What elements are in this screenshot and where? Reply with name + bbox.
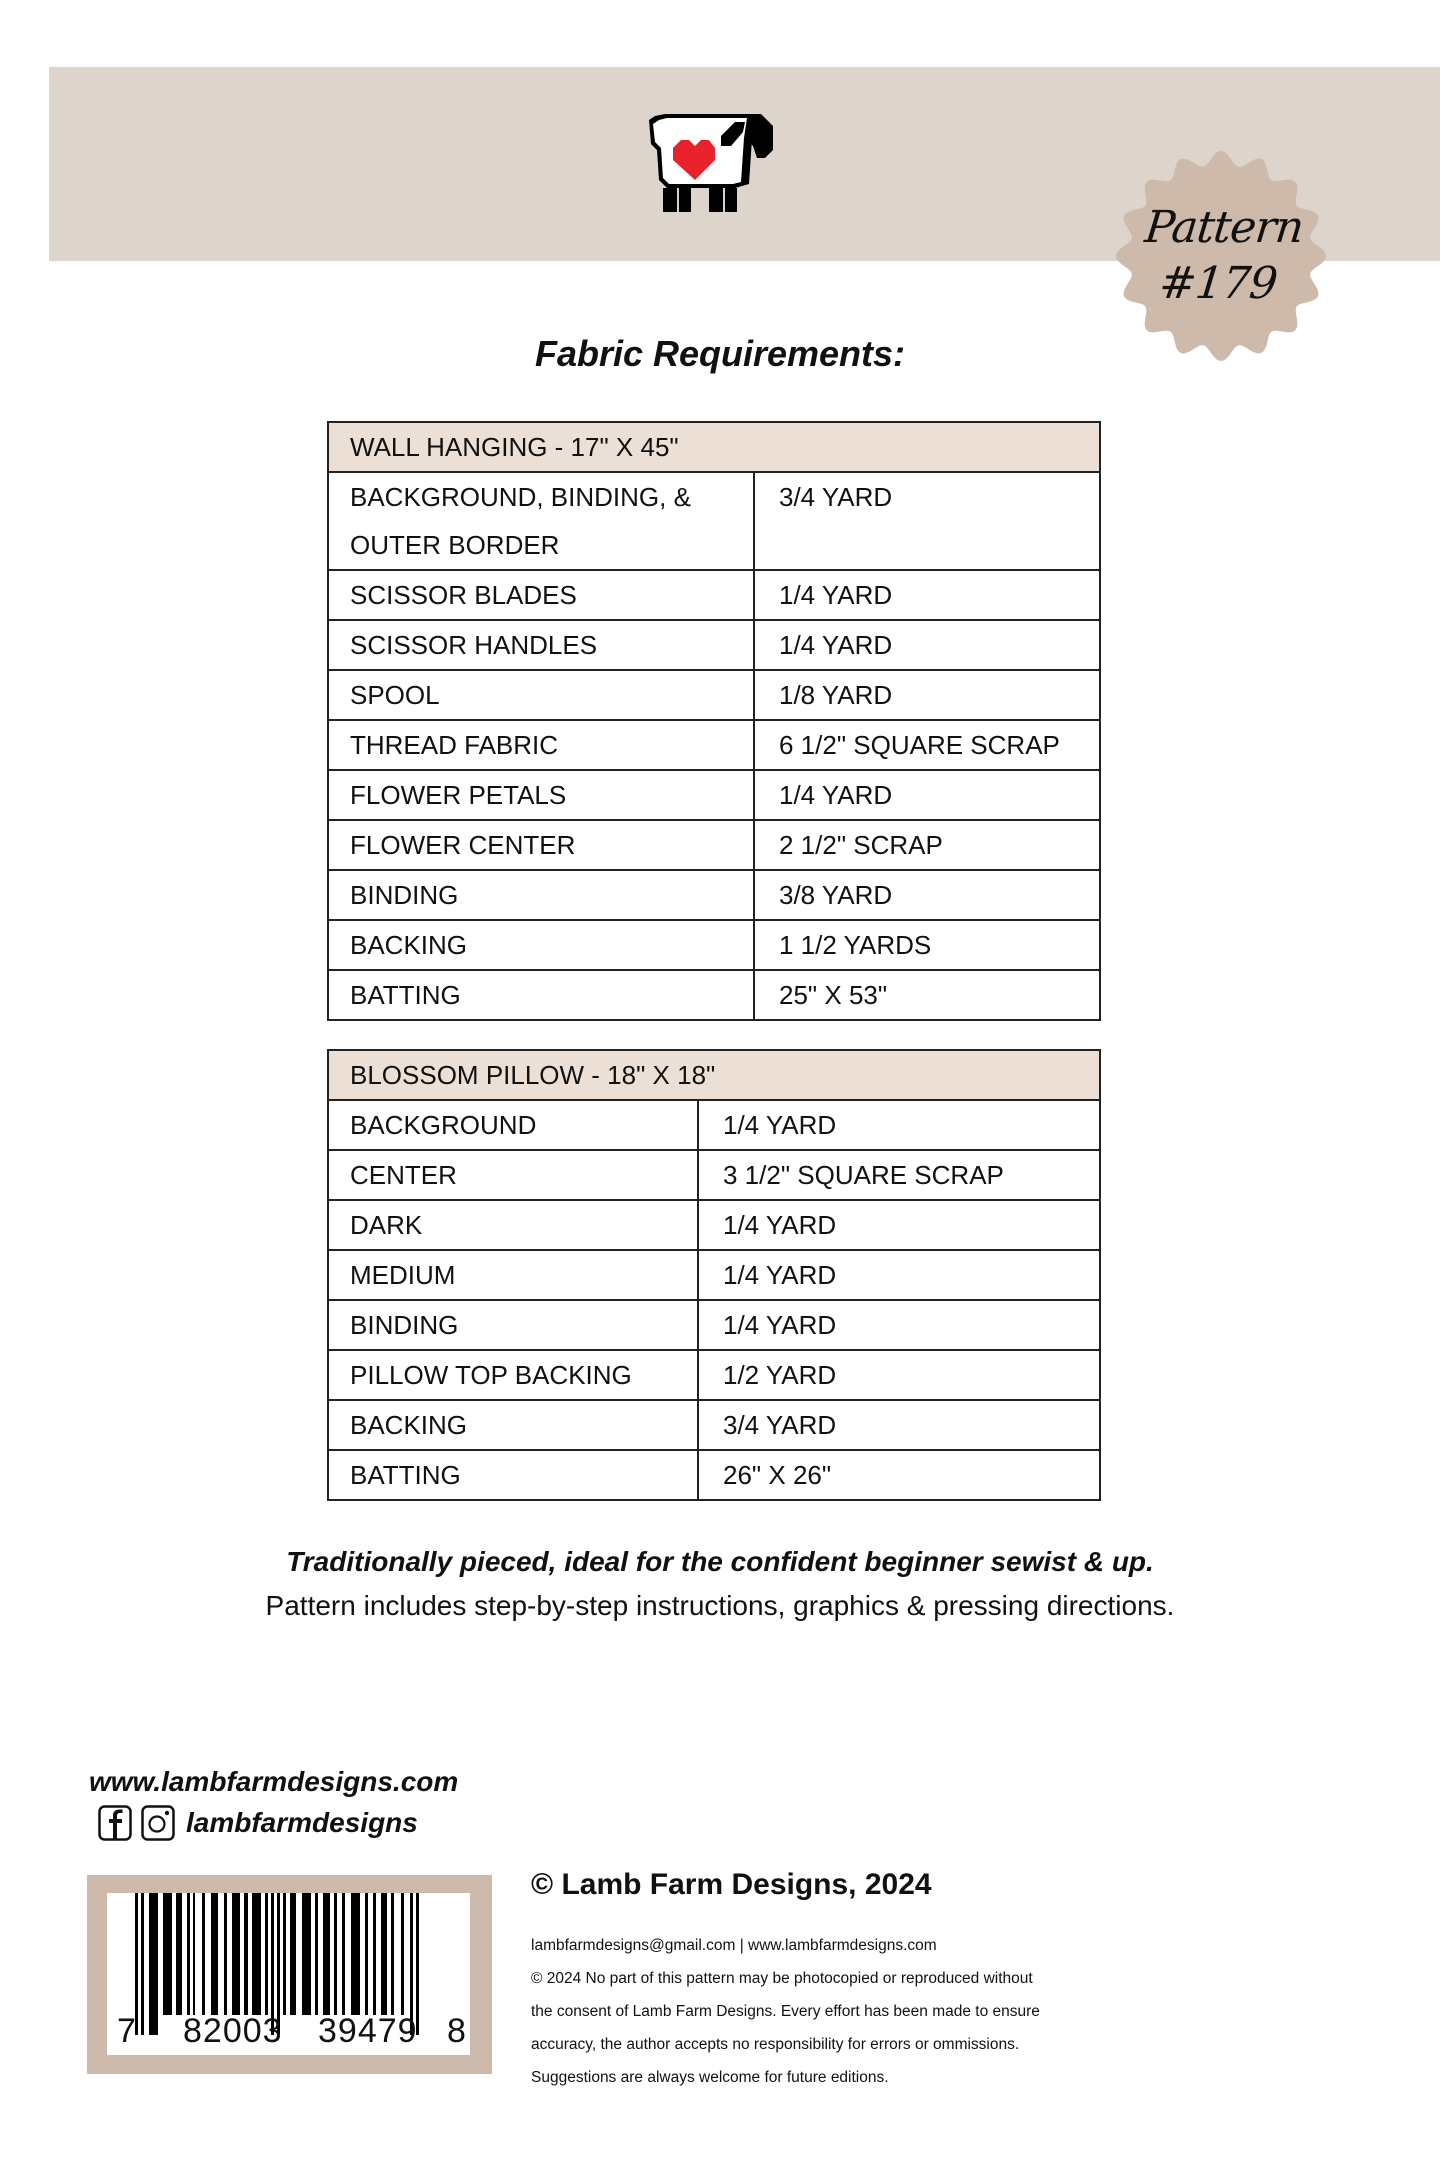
- barcode: [107, 1893, 470, 2055]
- table-heading: WALL HANGING - 17" X 45": [328, 422, 1100, 472]
- table-row: [328, 1200, 1100, 1250]
- fabric-amount: 1/2 YARD: [698, 1350, 1100, 1400]
- barcode-bar: [381, 1893, 387, 2015]
- barcode-bar: [163, 1893, 172, 2015]
- badge-label: Pattern: [1142, 202, 1306, 253]
- barcode-frame: [87, 1875, 492, 2074]
- fabric-amount: 3/8 YARD: [754, 870, 1100, 920]
- sheep-leg: [725, 188, 737, 212]
- sheep-leg: [663, 188, 677, 212]
- contact-line: lambfarmdesigns@gmail.com | www.lambfarmdesigns.com: [531, 1937, 937, 1954]
- barcode-bar: [193, 1893, 195, 2015]
- barcode-digit-last: 8: [447, 2012, 466, 2050]
- table-row: [328, 970, 1100, 1020]
- fabric-amount: 1/4 YARD: [698, 1300, 1100, 1350]
- wall-hanging-table: [327, 421, 1101, 1021]
- website-link[interactable]: www.lambfarmdesigns.com: [89, 1766, 459, 1797]
- fabric-item: PILLOW TOP BACKING: [328, 1350, 698, 1400]
- fabric-amount: 1/4 YARD: [698, 1250, 1100, 1300]
- fabric-item: BATTING: [328, 1450, 698, 1500]
- barcode-bar: [315, 1893, 318, 2015]
- social-row: [98, 1805, 418, 1841]
- table-row: [328, 620, 1100, 670]
- fabric-amount: 1/4 YARD: [754, 770, 1100, 820]
- barcode-bar: [224, 1893, 227, 2015]
- barcode-bar: [176, 1893, 182, 2015]
- table-row: [328, 570, 1100, 620]
- fine-print-line: Suggestions are always welcome for future editions.: [531, 2069, 889, 2086]
- fabric-item: FLOWER PETALS: [328, 770, 754, 820]
- table-row: [328, 820, 1100, 870]
- fabric-amount: 2 1/2" SCRAP: [754, 820, 1100, 870]
- fabric-item: BACKING: [328, 1400, 698, 1450]
- sheep-leg: [709, 188, 723, 212]
- fabric-amount: 3/4 YARD: [698, 1400, 1100, 1450]
- fabric-amount: 3/4 YARD: [754, 472, 1100, 570]
- table-row: [328, 720, 1100, 770]
- barcode-bar: [202, 1893, 205, 2015]
- table-row: [328, 670, 1100, 720]
- table-row: [328, 1250, 1100, 1300]
- barcode-bar: [391, 1893, 394, 2015]
- barcode-digit-first: 7: [117, 2012, 136, 2050]
- skill-level-note: Traditionally pieced, ideal for the confident beginner sewist & up.: [286, 1546, 1154, 1577]
- pattern-includes-note: Pattern includes step-by-step instructions, graphics & pressing directions.: [265, 1590, 1175, 1621]
- fabric-item: FLOWER CENTER: [328, 820, 754, 870]
- barcode-bar: [365, 1893, 368, 2015]
- fabric-amount: 1/4 YARD: [698, 1200, 1100, 1250]
- fine-print-line: accuracy, the author accepts no responsibility for errors or ommissions.: [531, 2036, 1020, 2053]
- fabric-item: SCISSOR BLADES: [328, 570, 754, 620]
- fabric-item: BINDING: [328, 1300, 698, 1350]
- barcode-digits-right: 39479: [318, 2012, 418, 2050]
- barcode-bar: [334, 1893, 337, 2015]
- fabric-amount: 1/4 YARD: [754, 620, 1100, 670]
- barcode-bar: [323, 1893, 330, 2015]
- fabric-amount: 26" X 26": [698, 1450, 1100, 1500]
- barcode-bar: [232, 1893, 240, 2015]
- table-row: [328, 1150, 1100, 1200]
- pattern-badge: [1103, 150, 1339, 362]
- barcode-bar: [302, 1893, 311, 2015]
- barcode-bar: [351, 1893, 360, 2015]
- barcode-bar: [265, 1893, 268, 2015]
- barcode-bar: [342, 1893, 345, 2015]
- table-row: [328, 870, 1100, 920]
- fabric-item: MEDIUM: [328, 1250, 698, 1300]
- fabric-amount: 25" X 53": [754, 970, 1100, 1020]
- table-row: [328, 472, 1100, 570]
- fabric-item: BACKGROUND, BINDING, & OUTER BORDER: [328, 472, 754, 570]
- table-row: [328, 1350, 1100, 1400]
- instagram-icon[interactable]: [141, 1805, 175, 1841]
- fabric-item: BACKGROUND: [328, 1100, 698, 1150]
- sheep-leg: [679, 188, 691, 212]
- table-row: [328, 1400, 1100, 1450]
- fabric-amount: 1/4 YARD: [754, 570, 1100, 620]
- fine-print-line: the consent of Lamb Farm Designs. Every effort has been made to ensure: [531, 2003, 1040, 2020]
- facebook-icon[interactable]: [98, 1805, 132, 1841]
- social-handle[interactable]: lambfarmdesigns: [186, 1807, 418, 1838]
- fabric-item: SCISSOR HANDLES: [328, 620, 754, 670]
- barcode-bar: [211, 1893, 218, 2015]
- barcode-bar: [187, 1893, 190, 2015]
- fabric-item: THREAD FABRIC: [328, 720, 754, 770]
- table-heading: BLOSSOM PILLOW - 18" X 18": [328, 1050, 1100, 1100]
- fabric-item: BATTING: [328, 970, 754, 1020]
- barcode-bar: [283, 1893, 286, 2015]
- table-row: [328, 770, 1100, 820]
- barcode-bar: [290, 1893, 296, 2015]
- fabric-item: DARK: [328, 1200, 698, 1250]
- barcode-bar: [373, 1893, 376, 2015]
- fabric-amount: 6 1/2" SQUARE SCRAP: [754, 720, 1100, 770]
- fabric-amount: 1/8 YARD: [754, 670, 1100, 720]
- fabric-item: SPOOL: [328, 670, 754, 720]
- badge-number: #179: [1156, 258, 1280, 309]
- fabric-item: CENTER: [328, 1150, 698, 1200]
- barcode-bar: [401, 1893, 404, 2015]
- fabric-amount: 1 1/2 YARDS: [754, 920, 1100, 970]
- fabric-amount: 1/4 YARD: [698, 1100, 1100, 1150]
- barcode-bar: [244, 1893, 248, 2015]
- barcode-bar: [149, 1893, 158, 2035]
- fine-print: [531, 1929, 1171, 2094]
- barcode-bar: [141, 1893, 144, 2035]
- table-row: [328, 1100, 1100, 1150]
- sheep-with-heart-icon: [645, 112, 785, 216]
- page-title: Fabric Requirements:: [534, 333, 906, 374]
- table-row: [328, 1300, 1100, 1350]
- barcode-digits-left: 82003: [183, 2012, 283, 2050]
- barcode-bar: [252, 1893, 261, 2015]
- copyright-heading: © Lamb Farm Designs, 2024: [531, 1868, 932, 1901]
- fabric-item: BINDING: [328, 870, 754, 920]
- fabric-amount: 3 1/2" SQUARE SCRAP: [698, 1150, 1100, 1200]
- table-row: [328, 920, 1100, 970]
- fine-print-line: © 2024 No part of this pattern may be photocopied or reproduced without: [531, 1970, 1033, 1987]
- blossom-pillow-table: [327, 1049, 1101, 1501]
- fabric-item: BACKING: [328, 920, 754, 970]
- table-row: [328, 1450, 1100, 1500]
- table-heading-row: [328, 422, 1100, 472]
- table-heading-row: [328, 1050, 1100, 1100]
